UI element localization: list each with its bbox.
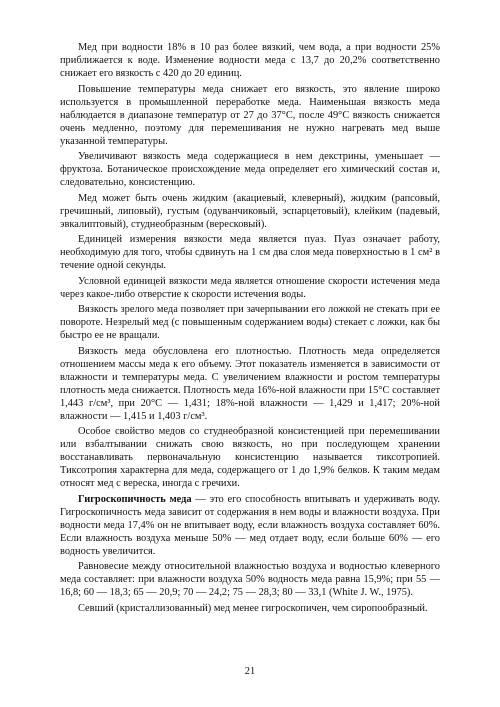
body-text bbox=[60, 41, 440, 615]
hygroscopicity-definition: — это его способность впитывать и удерживать воду. Гигроскопичность меда зависит от содержания в нем воды и влажности воздуха. При водности меда 17,4% он не впитывает воду, если влажность воздуха составляет 60%. Если влажность воздуха меньше 50% — мед отдает воду, если больше 60% — его водность увеличится. bbox=[60, 493, 440, 557]
paragraph-2: Повышение температуры меда снижает его вязкость, это явление широко используется в промышленной переработке меда. Наименьшая вязкость меда наблюдается в диапазоне температур от 27 до 37°С, после 49°С вязкость снижается очень медленно, поэтому для перемешивания не нужно нагревать мед выше указанной температуры. bbox=[60, 83, 440, 147]
paragraph-11: Равновесие между относительной влажностью воздуха и водностью клеверного меда составляет: при влажности воздуха 50% водность меда равна 15,9%; при 55 — 16,8; 60 — 18,3; 65 — 20,9; 70 — 24,2; 75 — 28,3; 80 — 33,1 (White J. W., 1975). bbox=[60, 561, 440, 598]
paragraph-6: Условной единицей вязкости меда является отношение скорости истечения меда через какое-либо отверстие к скорости истечения воды. bbox=[60, 275, 440, 300]
paragraph-7: Вязкость зрелого меда позволяет при зачерпывании его ложкой не стекать при ее повороте. Незрелый мед (с повышенным содержанием воды) стекает с ложки, как бы быстро ее не вращали. bbox=[60, 304, 440, 341]
paragraph-4: Мед может быть очень жидким (акациевый, клеверный), жидким (рапсовый, гречишный, липовый), густым (одуванчиковый, эспарцетовый), клейким (падевый, эвкалиптовый), студнеобразным (вересковый). bbox=[60, 192, 440, 230]
paragraph-5: Единицей измерения вязкости меда является пуаз. Пуаз означает работу, необходимую для того, чтобы сдвинуть на 1 см два слоя меда поверхностью в 1 см² в течение одной секунды. bbox=[60, 234, 440, 271]
page-number: 21 bbox=[244, 666, 256, 677]
paragraph-9: Особое свойство медов со студнеобразной консистенцией при перемешивании или взбалтывании снижать свою вязкость, но при последующем хранении восстанавливать первоначальную консистенцию называется тиксотропией. Тиксотропия характерна для меда, содержащего от 1 до 1,9% белков. К таким медам относят мед с вереска, иногда с гречихи. bbox=[60, 426, 440, 489]
paragraph-1: Мед при водности 18% в 10 раз более вязкий, чем вода, а при водности 25% приближается к воде. Изменение водности меда с 13,7 до 20,2% соответственно снижает его вязкость с 420 до 20 единиц. bbox=[60, 42, 440, 79]
paragraph-8: Вязкость меда обусловлена его плотностью. Плотность меда определяется отношением массы меда к его объему. Этот показатель изменяется в зависимости от влажности и температуры меда. С увеличением влажности и ростом температуры плотность меда снижается. Плотность меда 16%-ной влажности при 15°С составляет 1,443 г/см³, при 20°С — 1,431; 18%-ной влажности — 1,429 и 1,417; 20%-ной влажности — 1,415 и 1,403 г/см³. bbox=[60, 345, 440, 422]
paragraph-12: Севший (кристаллизованный) мед менее гигроскопичен, чем сиропообразный. bbox=[78, 602, 428, 614]
paragraph-3: Увеличивают вязкость меда содержащиеся в нем декстрины, уменьшает — фруктоза. Ботаническое происхождение меда определяет его химический состав и, следовательно, консистенцию. bbox=[60, 151, 440, 188]
term-hygroscopicity: Гигроскопичность меда bbox=[78, 493, 192, 505]
paragraph-hygroscopicity bbox=[60, 493, 440, 558]
